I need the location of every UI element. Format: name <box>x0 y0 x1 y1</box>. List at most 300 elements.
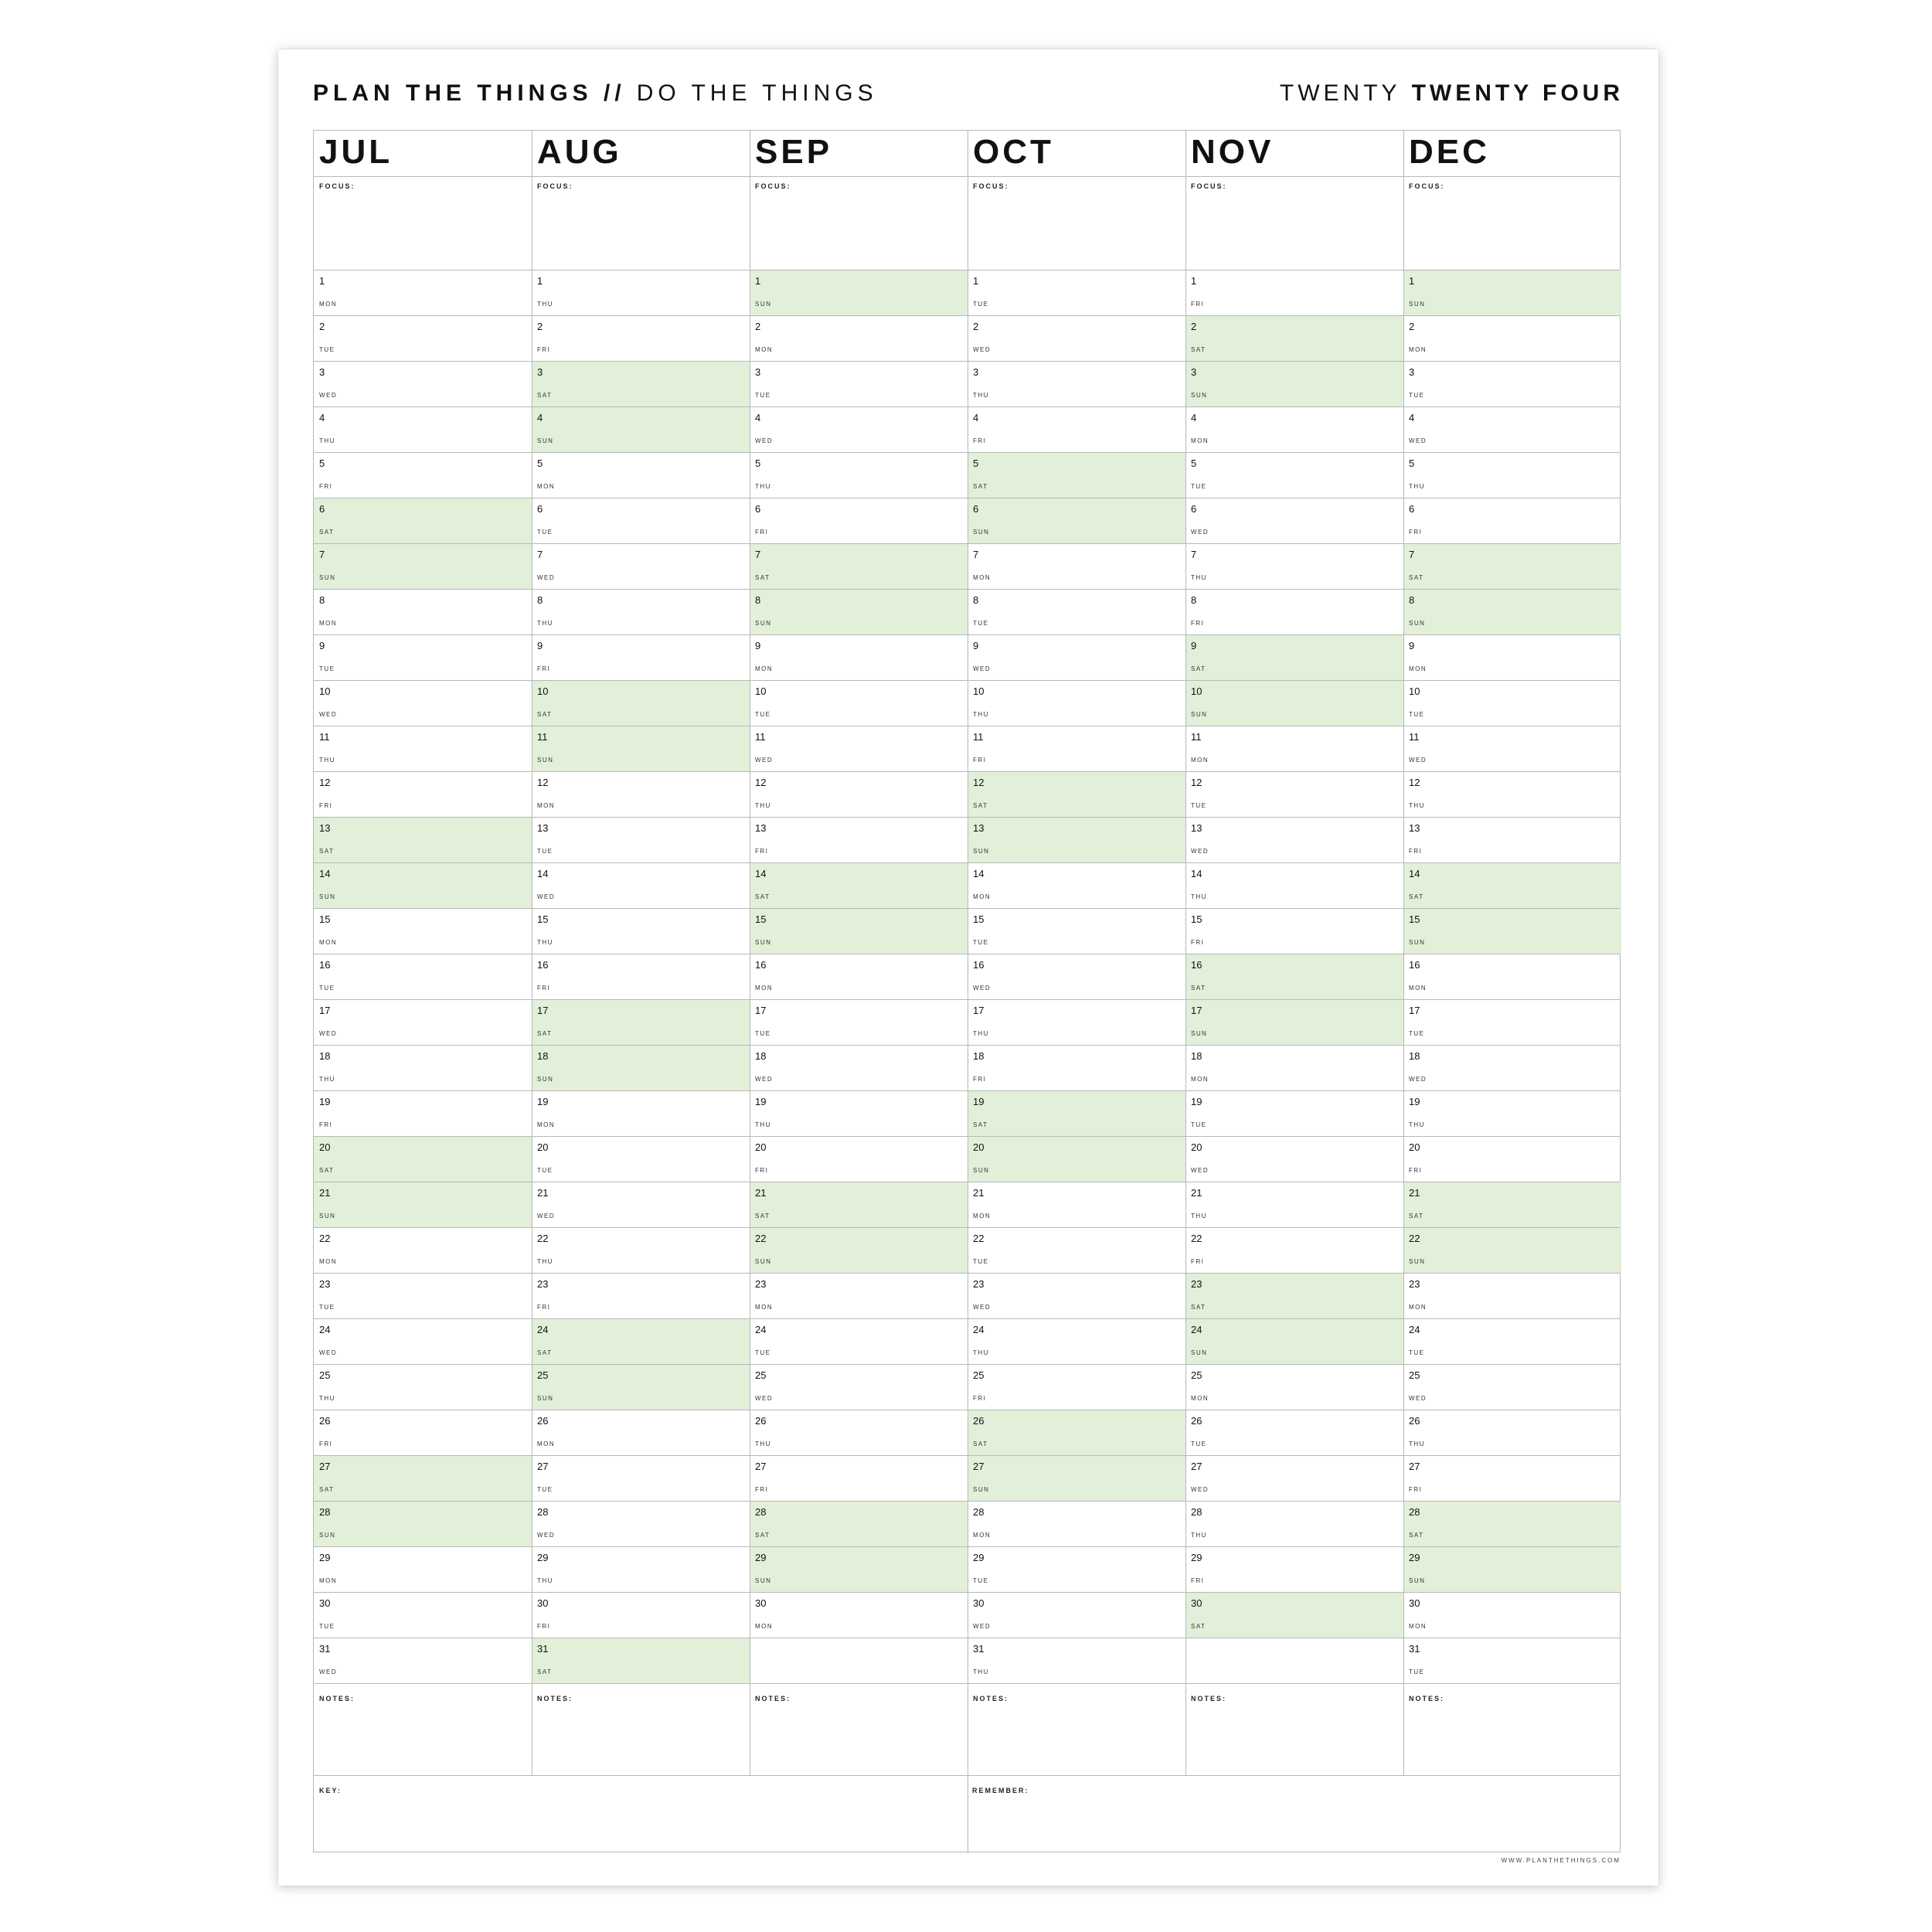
day-cell[interactable] <box>1403 1638 1621 1683</box>
day-cell[interactable] <box>1185 954 1403 999</box>
day-cell[interactable] <box>968 1410 1185 1455</box>
day-cell[interactable] <box>532 680 750 726</box>
weekday-label: WED <box>1409 1076 1427 1083</box>
day-number: 22 <box>1409 1233 1420 1244</box>
day-cell[interactable] <box>1185 361 1403 406</box>
day-cell[interactable] <box>1403 270 1621 315</box>
day-cell[interactable] <box>968 1592 1185 1638</box>
year-title-regular: TWENTY <box>1279 80 1401 106</box>
day-cell[interactable] <box>968 1090 1185 1136</box>
day-number: 6 <box>1409 503 1415 515</box>
row-divider <box>314 1273 1620 1274</box>
day-cell[interactable] <box>532 862 750 908</box>
day-cell[interactable] <box>750 1592 968 1638</box>
day-number: 21 <box>1191 1187 1202 1199</box>
day-cell[interactable] <box>314 771 532 817</box>
day-cell[interactable] <box>968 1227 1185 1273</box>
day-cell[interactable] <box>314 315 532 361</box>
day-cell[interactable] <box>968 862 1185 908</box>
row-divider <box>314 1318 1620 1319</box>
day-cell[interactable] <box>968 1045 1185 1090</box>
day-cell[interactable] <box>532 1227 750 1273</box>
day-cell[interactable] <box>1403 1455 1621 1501</box>
day-cell[interactable] <box>1185 1227 1403 1273</box>
day-number: 22 <box>537 1233 549 1244</box>
day-cell[interactable] <box>1403 634 1621 680</box>
day-cell[interactable] <box>1185 999 1403 1045</box>
day-cell[interactable] <box>968 817 1185 862</box>
day-cell[interactable] <box>314 543 532 589</box>
day-cell[interactable] <box>532 1455 750 1501</box>
weekday-label: FRI <box>1409 1486 1423 1493</box>
day-cell[interactable] <box>1185 680 1403 726</box>
day-cell[interactable] <box>532 1318 750 1364</box>
day-number: 19 <box>1409 1096 1420 1107</box>
day-cell[interactable] <box>750 1045 968 1090</box>
day-number: 6 <box>537 503 543 515</box>
day-cell[interactable] <box>314 589 532 634</box>
day-cell[interactable] <box>314 680 532 726</box>
day-cell[interactable] <box>532 498 750 543</box>
day-cell[interactable] <box>750 270 968 315</box>
notes-label: NOTES: <box>973 1695 1009 1702</box>
day-number: 3 <box>537 366 543 378</box>
day-cell[interactable] <box>314 1090 532 1136</box>
day-cell[interactable] <box>1403 1410 1621 1455</box>
day-cell[interactable] <box>1403 1227 1621 1273</box>
day-cell[interactable] <box>1403 908 1621 954</box>
day-number: 25 <box>1191 1369 1202 1381</box>
day-number: 15 <box>755 913 767 925</box>
day-cell[interactable] <box>1185 1501 1403 1546</box>
day-cell[interactable] <box>1403 589 1621 634</box>
weekday-label: WED <box>1409 437 1427 444</box>
day-number: 18 <box>755 1050 767 1062</box>
day-cell[interactable] <box>1185 315 1403 361</box>
day-cell[interactable] <box>1185 1182 1403 1227</box>
day-cell[interactable] <box>1185 726 1403 771</box>
weekday-label: WED <box>973 346 992 353</box>
day-cell[interactable] <box>532 270 750 315</box>
month-column-nov <box>1185 131 1403 1775</box>
day-cell[interactable] <box>968 1273 1185 1318</box>
day-cell[interactable] <box>1403 1318 1621 1364</box>
day-number: 27 <box>755 1461 767 1472</box>
weekday-label: THU <box>319 1076 335 1083</box>
day-cell[interactable] <box>1185 1455 1403 1501</box>
day-cell[interactable] <box>750 771 968 817</box>
header-divider <box>314 176 1620 177</box>
day-cell[interactable] <box>1185 1090 1403 1136</box>
day-number: 4 <box>1191 412 1197 423</box>
day-cell[interactable] <box>750 1410 968 1455</box>
day-cell[interactable] <box>1403 315 1621 361</box>
weekday-label: TUE <box>1191 1440 1207 1447</box>
weekday-label: THU <box>1191 574 1207 581</box>
day-cell[interactable] <box>1185 270 1403 315</box>
day-cell[interactable] <box>1403 406 1621 452</box>
day-number: 16 <box>1409 959 1420 971</box>
day-cell[interactable] <box>1185 589 1403 634</box>
day-cell[interactable] <box>968 361 1185 406</box>
day-cell[interactable] <box>532 1592 750 1638</box>
day-cell[interactable] <box>750 1273 968 1318</box>
weekday-label: SAT <box>319 1486 335 1493</box>
day-cell[interactable] <box>968 1182 1185 1227</box>
day-cell[interactable] <box>1185 817 1403 862</box>
day-number: 30 <box>1409 1597 1420 1609</box>
day-cell[interactable] <box>1185 862 1403 908</box>
notes-divider <box>314 1683 1620 1684</box>
day-cell[interactable] <box>1185 452 1403 498</box>
day-number: 15 <box>973 913 985 925</box>
day-number: 9 <box>1191 640 1197 651</box>
weekday-label: SUN <box>755 1577 772 1584</box>
weekday-label: SUN <box>755 1258 772 1265</box>
day-cell[interactable] <box>314 1273 532 1318</box>
day-cell[interactable] <box>968 1546 1185 1592</box>
notes-label: NOTES: <box>755 1695 791 1702</box>
day-cell[interactable] <box>968 1638 1185 1683</box>
day-cell[interactable] <box>968 908 1185 954</box>
day-cell[interactable] <box>532 726 750 771</box>
weekday-label: MON <box>1409 1623 1427 1630</box>
day-cell[interactable] <box>314 1318 532 1364</box>
day-number: 13 <box>973 822 985 834</box>
day-cell[interactable] <box>1403 999 1621 1045</box>
day-cell[interactable] <box>1403 771 1621 817</box>
day-number: 10 <box>755 685 767 697</box>
day-cell[interactable] <box>532 908 750 954</box>
day-cell[interactable] <box>314 1455 532 1501</box>
day-cell[interactable] <box>968 270 1185 315</box>
day-cell[interactable] <box>1185 1410 1403 1455</box>
day-cell[interactable] <box>314 1364 532 1410</box>
website-url: WWW.PLANTHETHINGS.COM <box>1501 1857 1621 1864</box>
weekday-label: SAT <box>319 529 335 536</box>
day-cell[interactable] <box>314 634 532 680</box>
weekday-label: THU <box>537 1577 553 1584</box>
day-cell[interactable] <box>1185 1045 1403 1090</box>
day-cell[interactable] <box>750 954 968 999</box>
day-number: 6 <box>755 503 761 515</box>
day-cell[interactable] <box>1403 1045 1621 1090</box>
day-cell[interactable] <box>532 1090 750 1136</box>
day-cell[interactable] <box>1185 1592 1403 1638</box>
day-cell[interactable] <box>1403 1090 1621 1136</box>
day-cell[interactable] <box>314 1638 532 1683</box>
day-number: 19 <box>537 1096 549 1107</box>
weekday-label: WED <box>1191 848 1209 855</box>
day-cell[interactable] <box>1403 1592 1621 1638</box>
day-number: 26 <box>755 1415 767 1427</box>
day-cell[interactable] <box>1403 498 1621 543</box>
weekday-label: MON <box>1409 1304 1427 1311</box>
day-cell[interactable] <box>532 1045 750 1090</box>
day-number: 4 <box>973 412 979 423</box>
day-cell[interactable] <box>314 954 532 999</box>
day-cell[interactable] <box>532 543 750 589</box>
day-number: 1 <box>1191 275 1197 287</box>
day-cell[interactable] <box>968 315 1185 361</box>
day-cell[interactable] <box>532 1273 750 1318</box>
weekday-label: SUN <box>755 620 772 627</box>
day-cell[interactable] <box>968 680 1185 726</box>
day-cell[interactable] <box>1185 1318 1403 1364</box>
day-cell[interactable] <box>750 634 968 680</box>
day-cell[interactable] <box>314 862 532 908</box>
weekday-label: TUE <box>973 301 989 308</box>
day-number: 7 <box>1409 549 1415 560</box>
weekday-label: MON <box>319 1577 338 1584</box>
weekday-label: TUE <box>537 529 553 536</box>
weekday-label: MON <box>973 574 992 581</box>
day-cell[interactable] <box>750 498 968 543</box>
day-cell[interactable] <box>532 817 750 862</box>
day-number: 18 <box>973 1050 985 1062</box>
weekday-label: SAT <box>1191 346 1206 353</box>
day-cell[interactable] <box>1185 634 1403 680</box>
key-label: KEY: <box>319 1787 342 1794</box>
day-cell[interactable] <box>750 817 968 862</box>
day-cell[interactable] <box>750 862 968 908</box>
day-number: 18 <box>1191 1050 1202 1062</box>
day-cell[interactable] <box>968 726 1185 771</box>
weekday-label: SAT <box>1409 1532 1424 1539</box>
day-cell[interactable] <box>314 406 532 452</box>
weekday-label: TUE <box>319 1304 335 1311</box>
day-cell[interactable] <box>968 543 1185 589</box>
weekday-label: SAT <box>319 848 335 855</box>
weekday-label: SUN <box>319 1532 336 1539</box>
day-cell[interactable] <box>532 315 750 361</box>
day-number: 2 <box>1409 321 1415 332</box>
day-cell[interactable] <box>750 1090 968 1136</box>
day-number: 12 <box>319 777 331 788</box>
day-cell[interactable] <box>968 1364 1185 1410</box>
day-number: 28 <box>319 1506 331 1518</box>
day-cell[interactable] <box>314 1136 532 1182</box>
day-number: 1 <box>1409 275 1415 287</box>
day-cell[interactable] <box>968 1455 1185 1501</box>
day-cell[interactable] <box>314 452 532 498</box>
day-number: 16 <box>537 959 549 971</box>
day-cell[interactable] <box>314 498 532 543</box>
day-cell[interactable] <box>532 1182 750 1227</box>
day-cell[interactable] <box>750 1501 968 1546</box>
row-divider <box>314 1136 1620 1137</box>
day-cell[interactable] <box>750 1318 968 1364</box>
day-number: 28 <box>755 1506 767 1518</box>
day-number: 11 <box>755 731 766 743</box>
day-cell[interactable] <box>532 999 750 1045</box>
day-cell[interactable] <box>314 1227 532 1273</box>
day-cell[interactable] <box>532 1546 750 1592</box>
day-cell[interactable] <box>968 1136 1185 1182</box>
day-cell[interactable] <box>1403 862 1621 908</box>
day-cell[interactable] <box>532 954 750 999</box>
day-cell[interactable] <box>532 771 750 817</box>
weekday-label: SAT <box>755 574 770 581</box>
weekday-label: SUN <box>1409 620 1426 627</box>
day-cell[interactable] <box>1185 908 1403 954</box>
weekday-label: SAT <box>755 1532 770 1539</box>
day-cell[interactable] <box>314 1045 532 1090</box>
day-cell[interactable] <box>532 634 750 680</box>
day-cell[interactable] <box>750 726 968 771</box>
day-cell[interactable] <box>750 589 968 634</box>
weekday-label: TUE <box>755 1349 771 1356</box>
day-cell[interactable] <box>1403 726 1621 771</box>
day-cell[interactable] <box>532 1364 750 1410</box>
day-cell[interactable] <box>314 1501 532 1546</box>
day-number: 9 <box>537 640 543 651</box>
day-cell[interactable] <box>532 1410 750 1455</box>
day-cell[interactable] <box>750 1182 968 1227</box>
day-cell[interactable] <box>1185 1546 1403 1592</box>
day-number: 8 <box>1409 594 1415 606</box>
day-cell[interactable] <box>968 452 1185 498</box>
month-column-dec <box>1403 131 1621 1775</box>
day-cell[interactable] <box>968 634 1185 680</box>
day-number: 30 <box>755 1597 767 1609</box>
day-cell[interactable] <box>532 1638 750 1683</box>
day-number: 6 <box>319 503 325 515</box>
row-divider <box>314 543 1620 544</box>
day-cell[interactable] <box>750 361 968 406</box>
row-divider <box>314 1045 1620 1046</box>
weekday-label: SUN <box>755 939 772 946</box>
day-cell[interactable] <box>1403 817 1621 862</box>
day-number: 5 <box>319 457 325 469</box>
day-cell[interactable] <box>1403 1136 1621 1182</box>
day-cell[interactable] <box>750 908 968 954</box>
day-cell[interactable] <box>1403 1182 1621 1227</box>
day-number: 25 <box>973 1369 985 1381</box>
day-cell[interactable] <box>1185 1136 1403 1182</box>
day-cell[interactable] <box>750 315 968 361</box>
weekday-label: TUE <box>973 620 989 627</box>
day-cell[interactable] <box>750 1455 968 1501</box>
day-number: 8 <box>537 594 543 606</box>
day-cell[interactable] <box>532 452 750 498</box>
day-cell[interactable] <box>532 1136 750 1182</box>
day-cell[interactable] <box>750 406 968 452</box>
day-cell[interactable] <box>750 1227 968 1273</box>
weekday-label: SAT <box>1191 985 1206 992</box>
weekday-label: FRI <box>755 1486 769 1493</box>
day-cell[interactable] <box>1185 406 1403 452</box>
day-cell[interactable] <box>532 406 750 452</box>
day-cell[interactable] <box>314 999 532 1045</box>
day-cell[interactable] <box>1403 543 1621 589</box>
day-number: 21 <box>755 1187 767 1199</box>
day-cell[interactable] <box>1185 1364 1403 1410</box>
day-cell[interactable] <box>750 452 968 498</box>
day-number: 22 <box>319 1233 331 1244</box>
day-cell[interactable] <box>968 589 1185 634</box>
weekday-label: WED <box>537 574 556 581</box>
day-cell[interactable] <box>750 999 968 1045</box>
day-cell[interactable] <box>1185 771 1403 817</box>
day-cell[interactable] <box>314 817 532 862</box>
day-cell[interactable] <box>750 1364 968 1410</box>
weekday-label: WED <box>1191 529 1209 536</box>
day-cell[interactable] <box>314 1182 532 1227</box>
remember-label: REMEMBER: <box>972 1787 1029 1794</box>
day-number: 5 <box>1409 457 1415 469</box>
row-divider <box>314 1090 1620 1091</box>
day-cell[interactable] <box>968 406 1185 452</box>
day-cell[interactable] <box>532 589 750 634</box>
day-cell[interactable] <box>750 1546 968 1592</box>
day-cell[interactable] <box>968 498 1185 543</box>
day-number: 31 <box>537 1643 549 1655</box>
weekday-label: WED <box>973 1304 992 1311</box>
weekday-label: SAT <box>537 1030 553 1037</box>
day-cell[interactable] <box>1403 1546 1621 1592</box>
day-number: 11 <box>319 731 330 743</box>
weekday-label: MON <box>319 301 338 308</box>
day-cell[interactable] <box>968 954 1185 999</box>
weekday-label: THU <box>537 1258 553 1265</box>
day-cell[interactable] <box>750 543 968 589</box>
day-number: 28 <box>1409 1506 1420 1518</box>
day-cell[interactable] <box>314 908 532 954</box>
day-number: 1 <box>537 275 543 287</box>
day-cell[interactable] <box>314 1410 532 1455</box>
day-cell[interactable] <box>1185 498 1403 543</box>
day-cell[interactable] <box>1185 1273 1403 1318</box>
day-number: 17 <box>973 1005 985 1016</box>
day-cell[interactable] <box>1403 954 1621 999</box>
focus-label: FOCUS: <box>1409 182 1445 190</box>
day-cell[interactable] <box>968 771 1185 817</box>
day-cell[interactable] <box>750 1136 968 1182</box>
day-number: 7 <box>537 549 543 560</box>
day-cell[interactable] <box>750 680 968 726</box>
day-cell[interactable] <box>1403 452 1621 498</box>
day-cell[interactable] <box>314 1546 532 1592</box>
weekday-label: SUN <box>319 574 336 581</box>
day-cell[interactable] <box>968 999 1185 1045</box>
day-cell[interactable] <box>1403 1501 1621 1546</box>
day-cell[interactable] <box>1403 1273 1621 1318</box>
weekday-label: SUN <box>1191 711 1208 718</box>
day-cell[interactable] <box>1403 680 1621 726</box>
weekday-label: SUN <box>973 1486 990 1493</box>
day-number: 1 <box>973 275 979 287</box>
day-number: 27 <box>537 1461 549 1472</box>
day-cell[interactable] <box>314 1592 532 1638</box>
row-divider <box>314 361 1620 362</box>
day-number: 18 <box>537 1050 549 1062</box>
day-cell[interactable] <box>968 1318 1185 1364</box>
day-cell[interactable] <box>968 1501 1185 1546</box>
notes-label: NOTES: <box>1191 1695 1227 1702</box>
day-cell[interactable] <box>1403 361 1621 406</box>
day-cell[interactable] <box>1185 543 1403 589</box>
day-cell[interactable] <box>314 270 532 315</box>
day-cell[interactable] <box>314 361 532 406</box>
weekday-label: SAT <box>973 802 988 809</box>
day-cell[interactable] <box>532 361 750 406</box>
weekday-label: THU <box>1409 1121 1425 1128</box>
day-cell[interactable] <box>1403 1364 1621 1410</box>
day-cell[interactable] <box>532 1501 750 1546</box>
weekday-label: FRI <box>755 1167 769 1174</box>
day-cell[interactable] <box>314 726 532 771</box>
